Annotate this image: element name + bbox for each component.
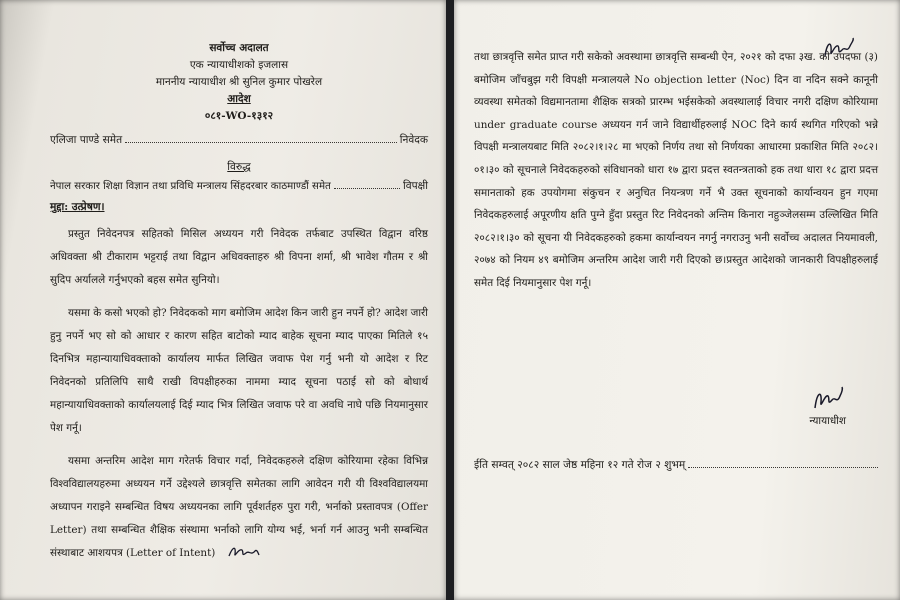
judge-name: माननीय न्यायाधीश श्री सुनिल कुमार पोखरेल: [155, 76, 323, 88]
initials-signature-icon: [227, 544, 261, 560]
case-number: ०८१-WO-१३१२: [204, 110, 274, 122]
paragraph-3: यसमा अन्तरिम आदेश माग गरेतर्फ विचार गर्दा, निवेदकहरुले दक्षिण कोरियामा रहेका विभिन्न विश्वविद्यालयहरुमा अध्ययन गर्ने उद्देश्यले छात्रवृत्ति समेतका लागि आवेदन गरी यी विश्वविद्यालयमा अध्यापन गराइने सम्बन्धित विषय अध्ययनका लागि पूर्वशर्तहरु पुरा गरी, भर्नाको प्रस्तावपत्र (Offer Letter) तथा सम्बन्धित शैक्षिक संस्थामा भर्नाको लागि योग्य भई, भर्ना गर्न आउनु भनी सम्बन्धित संस्थाबाट आशयपत्र (Letter of Intent): [50, 455, 428, 559]
paragraph-1: प्रस्तुत निवेदनपत्र सहितको मिसिल अध्ययन गरी निवेदक तर्फबाट उपस्थित विद्वान वरिष्ठ अधिवक्ता श्री टीकाराम भट्टराई तथा विद्वान अधिवक्ताहरु श्री विपना शर्मा, श्री भावेश गौतम र श्री सुदिप अर्यालले गर्नुभएको बहस समेत सुनियो।: [50, 228, 428, 286]
versus-label: विरुद्ध: [227, 161, 251, 173]
respondent-role: विपक्षी: [403, 180, 428, 192]
paragraph-3-wrap: [50, 450, 428, 565]
signer-title: न्यायाधीश: [809, 415, 846, 427]
paragraph-2: यसमा के कसो भएको हो? निवेदकको माग बमोजिम आदेश किन जारी हुन नपर्ने हो? आदेश जारी हुनु नपर्ने भए सो को आधार र कारण सहित बाटोको म्याद बाहेक सूचना म्याद पाएका मितिले १५ दिनभित्र महान्यायाधिवक्ताको कार्यालय मार्फत लिखित जवाफ पेश गर्नु भनी यो आदेश र रिट निवेदनको प्रतिलिपि साथै राखी विपक्षीहरुका नाममा म्याद सूचना पठाई सो को बोधार्थ महान्यायाधिवक्ताको कार्यालयलाई दिई म्याद भित्र लिखित जवाफ परे वा अवधि नाघे पछि नियमानुसार पेश गर्नू।: [50, 307, 428, 434]
order-heading: आदेश: [227, 93, 251, 105]
book-gutter: [446, 0, 454, 600]
respondent-line: [50, 177, 428, 196]
case-subject: मुद्दा: उत्प्रेषण।: [50, 201, 105, 213]
dotted-leader: [688, 467, 878, 468]
respondent-name: नेपाल सरकार शिक्षा विज्ञान तथा प्रविधि मन्त्रालय सिंहदरबार काठमाण्डौं समेत: [50, 181, 331, 192]
judge-signature-icon: [811, 384, 845, 414]
initials-signature-icon: [822, 36, 856, 62]
date-text: ईति सम्वत् २०८२ साल जेष्ठ महिना १२ गते रोज २ शुभम्: [474, 459, 686, 471]
date-line: [474, 458, 878, 472]
right-page: [454, 0, 900, 600]
court-name: सर्वोच्च अदालत: [209, 42, 269, 54]
order-body-left: [50, 223, 428, 565]
dotted-leader: [334, 188, 400, 189]
order-body-right: [474, 46, 878, 295]
petitioner-role: निवेदक: [399, 134, 428, 146]
left-page: [0, 0, 446, 600]
paragraph-continued: तथा छात्रवृत्ति समेत प्राप्त गरी सकेको अवस्थामा छात्रवृत्ति सम्बन्धी ऐन, २०२१ को दफा ३ख. को उपदफा (३) बमोजिम जाँचबुझ गरी विपक्षी मन्त्रालयले No objection letter (Noc) दिन वा नदिन सक्ने कानूनी व्यवस्था समेतको विद्यमानतामा शैक्षिक सत्रको प्रारम्भ भईसकेको अवस्थालाई विचार नगरी दक्षिण कोरियामा under graduate course अध्ययन गर्न जाने विद्यार्थीहरुलाई NOC दिने कार्य स्थगित गरिएको भन्ने विपक्षी मन्त्रालयबाट मिति २०८२।१।२८ मा भएको निर्णय तथा सो निर्णयका आधारमा प्रकाशित मिति २०८२।०१।३० को सूचनाले निवेदकहरुको संविधानको धारा १७ द्वारा प्रदत्त स्वतन्त्रताको हक तथा धारा १८ द्वारा प्रदत्त समानताको हक उपयोगमा संकुचन र अनुचित नियन्त्रण गर्ने भै उक्त सूचनाको कार्यान्वयन हुन गएमा निवेदकहरुलाई अपूरणीय क्षति पुग्ने हुँदा प्रस्तुत रिट निवेदनको अन्तिम किनारा नहुञ्जेलसम्म उल्लिखित मिति २०८२।१।३० को सूचना यी निवेदकहरुको हकमा कार्यान्वयन नगर्नु नगराउनु भनी सर्वोच्च अदालत नियमावली, २०७४ को नियम ४९ बमोजिम अन्तरिम आदेश जारी गरी दिएको छ।प्रस्तुत आदेशको जानकारी विपक्षीहरुलाई समेत दिई नियमानुसार पेश गर्नू।: [474, 51, 878, 289]
petitioner-name: एलिजा पाण्डे समेत: [50, 134, 123, 146]
bench-name: एक न्यायाधीशको इजलास: [189, 59, 289, 71]
petitioner-line: [50, 131, 428, 150]
dotted-leader: [125, 142, 397, 143]
document-header: [50, 40, 428, 125]
judge-signature-block: [809, 384, 846, 428]
